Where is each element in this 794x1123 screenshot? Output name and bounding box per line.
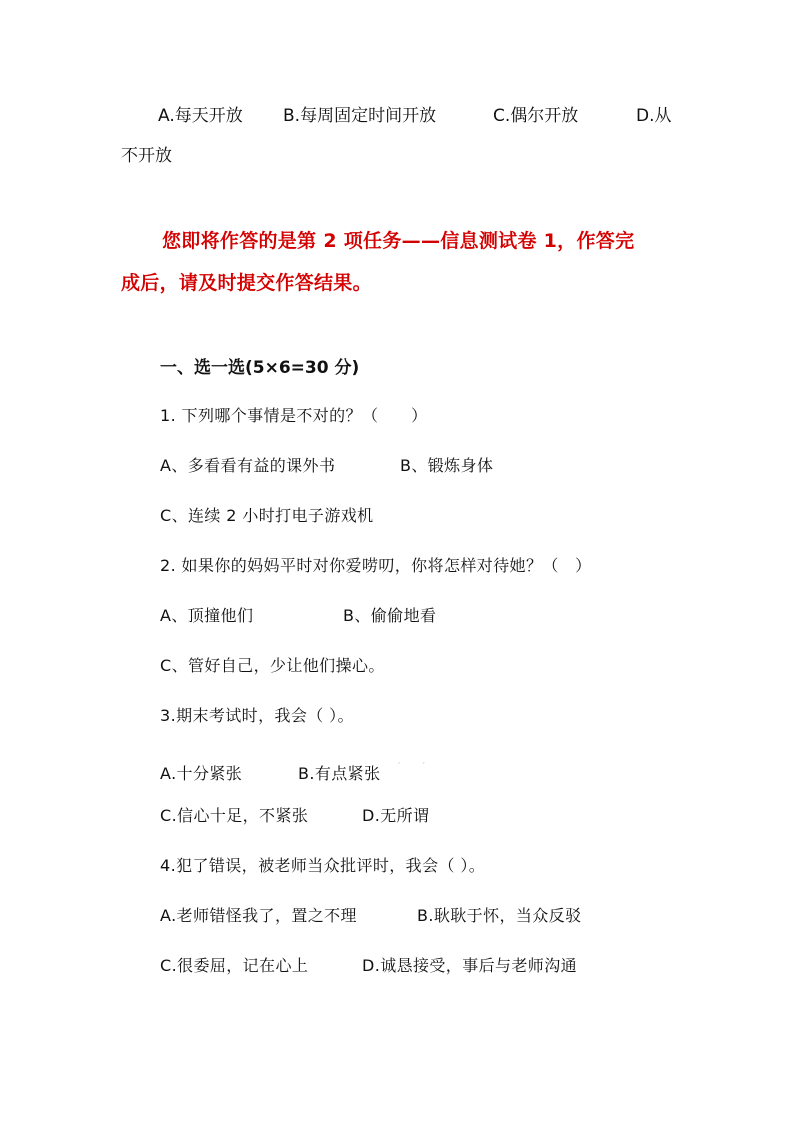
question-4-option-a: A.老师错怪我了，置之不理 [160, 906, 357, 925]
question-4-option-c: C.很委屈，记在心上 [160, 956, 309, 975]
question-4-option-d: D.诚恳接受，事后与老师沟通 [362, 956, 578, 975]
question-3-stem: 3.期末考试时，我会（ ）。 [160, 706, 354, 725]
question-2-option-c: C、管好自己，少让他们操心。 [160, 656, 385, 675]
option-a: A.每天开放 [158, 106, 243, 126]
faint-mark: ′ ′ [398, 760, 425, 773]
question-2-option-a: A、顶撞他们 [160, 606, 254, 625]
question-1-option-c: C、连续 2 小时打电子游戏机 [160, 506, 374, 525]
question-3-option-a: A.十分紧张 [160, 764, 243, 783]
task-notice-line-1: 您即将作答的是第 2 项任务——信息测试卷 1，作答完 [162, 230, 635, 252]
option-c: C.偶尔开放 [493, 106, 579, 126]
task-notice-line-2: 成后，请及时提交作答结果。 [121, 272, 372, 294]
question-1-option-b: B、锻炼身体 [400, 456, 494, 475]
question-3-option-b: B.有点紧张 [298, 764, 381, 783]
question-2-stem: 2. 如果你的妈妈平时对你爱唠叨，你将怎样对待她？（ ） [160, 556, 592, 575]
question-2-option-b: B、偷偷地看 [343, 606, 437, 625]
question-1-stem: 1. 下列哪个事情是不对的？（ ） [160, 406, 428, 425]
option-b: B.每周固定时间开放 [283, 106, 437, 126]
question-1-option-a: A、多看看有益的课外书 [160, 456, 336, 475]
option-d-continuation: 不开放 [121, 146, 172, 166]
option-d: D.从 [636, 106, 672, 126]
section-title: 一、选一选(5×6=30 分) [160, 358, 360, 378]
question-4-stem: 4.犯了错误，被老师当众批评时，我会（ ）。 [160, 856, 486, 875]
question-3-option-d: D.无所谓 [362, 806, 430, 825]
question-4-option-b: B.耿耿于怀，当众反驳 [417, 906, 582, 925]
question-3-option-c: C.信心十足，不紧张 [160, 806, 309, 825]
